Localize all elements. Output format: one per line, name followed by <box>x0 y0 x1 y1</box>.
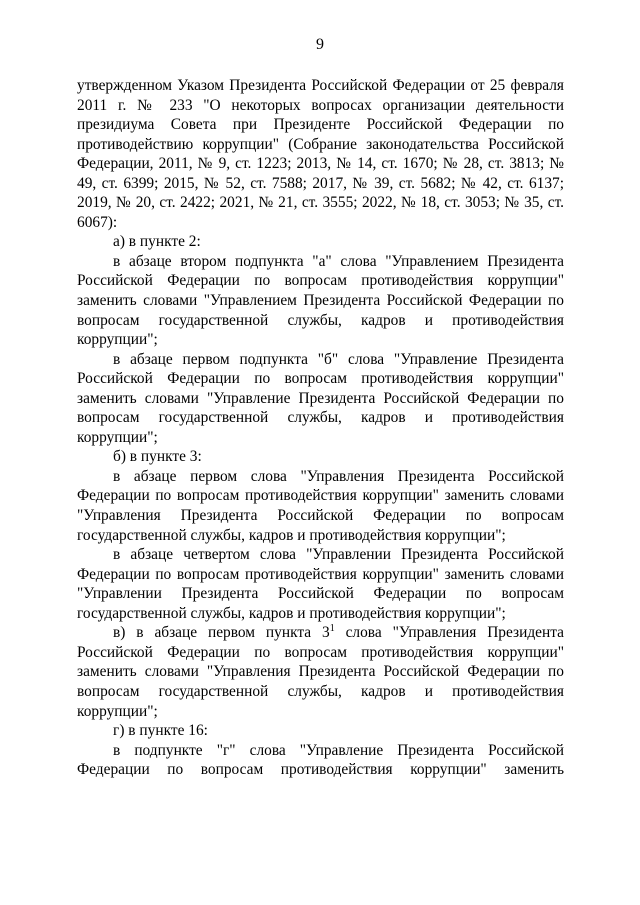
paragraph-item-v-before: в) в абзаце первом пункта 3 <box>113 624 330 642</box>
paragraph-item-b-fourth: в абзаце четвертом слова "Управлении Президента Российской Федерации по вопросам противодействия коррупции" заменить словами "Управлении Президента Российской Федерации по вопросам государственной службы, кадров и противодействия коррупции"; <box>77 546 564 622</box>
paragraph-item-v-after: слова "Управления Президента Российской Федерации по вопросам противодействия коррупции" заменить словами "Управления Президента Российской Федерации по вопросам государственной службы, кадров и противодействия коррупции"; <box>77 624 564 720</box>
paragraph-item-b-first: в абзаце первом слова "Управления Президента Российской Федерации по вопросам противодействия коррупции" заменить словами "Управления Президента Российской Федерации по вопросам государственной службы, кадров и противодействия коррупции"; <box>77 467 564 544</box>
paragraph-item-v <box>77 623 564 721</box>
document-body <box>77 76 564 780</box>
superscript-index: 1 <box>329 623 335 635</box>
paragraph-item-g-sub: в подпункте "г" слова "Управление Президента Российской Федерации по вопросам противодействия коррупции" заменить <box>77 741 564 779</box>
paragraph-item-a: а) в пункте 2: <box>113 233 201 251</box>
paragraph-item-g: г) в пункте 16: <box>113 722 208 740</box>
paragraph-item-a-sub-a: в абзаце втором подпункта "а" слова "Управлением Президента Российской Федерации по вопросам противодействия коррупции" заменить словами "Управлением Президента Российской Федерации по вопросам государственной службы, кадров и противодействия коррупции"; <box>77 252 564 349</box>
paragraph-decree-reference: утвержденном Указом Президента Российской Федерации от 25 февраля 2011 г. № 233 "О некоторых вопросах организации деятельности президиума Совета при Президенте Российской Федерации по противодействию коррупции" (Собрание законодательства Российской Федерации, 2011, № 9, ст. 1223; 2013, № 14, ст. 1670; № 28, ст. 3813; № 49, ст. 6399; 2015, № 52, ст. 7588; 2017, № 39, ст. 5682; № 42, ст. 6137; 2019, № 20, ст. 2422; 2021, № 21, ст. 3555; 2022, № 18, ст. 3053; № 35, ст. 6067): <box>77 77 564 231</box>
paragraph-item-b: б) в пункте 3: <box>113 448 202 466</box>
page-number: 9 <box>316 36 324 53</box>
paragraph-item-a-sub-b: в абзаце первом подпункта "б" слова "Управление Президента Российской Федерации по вопросам противодействия коррупции" заменить словами "Управление Президента Российской Федерации по вопросам государственной службы, кадров и противодействия коррупции"; <box>77 350 564 446</box>
